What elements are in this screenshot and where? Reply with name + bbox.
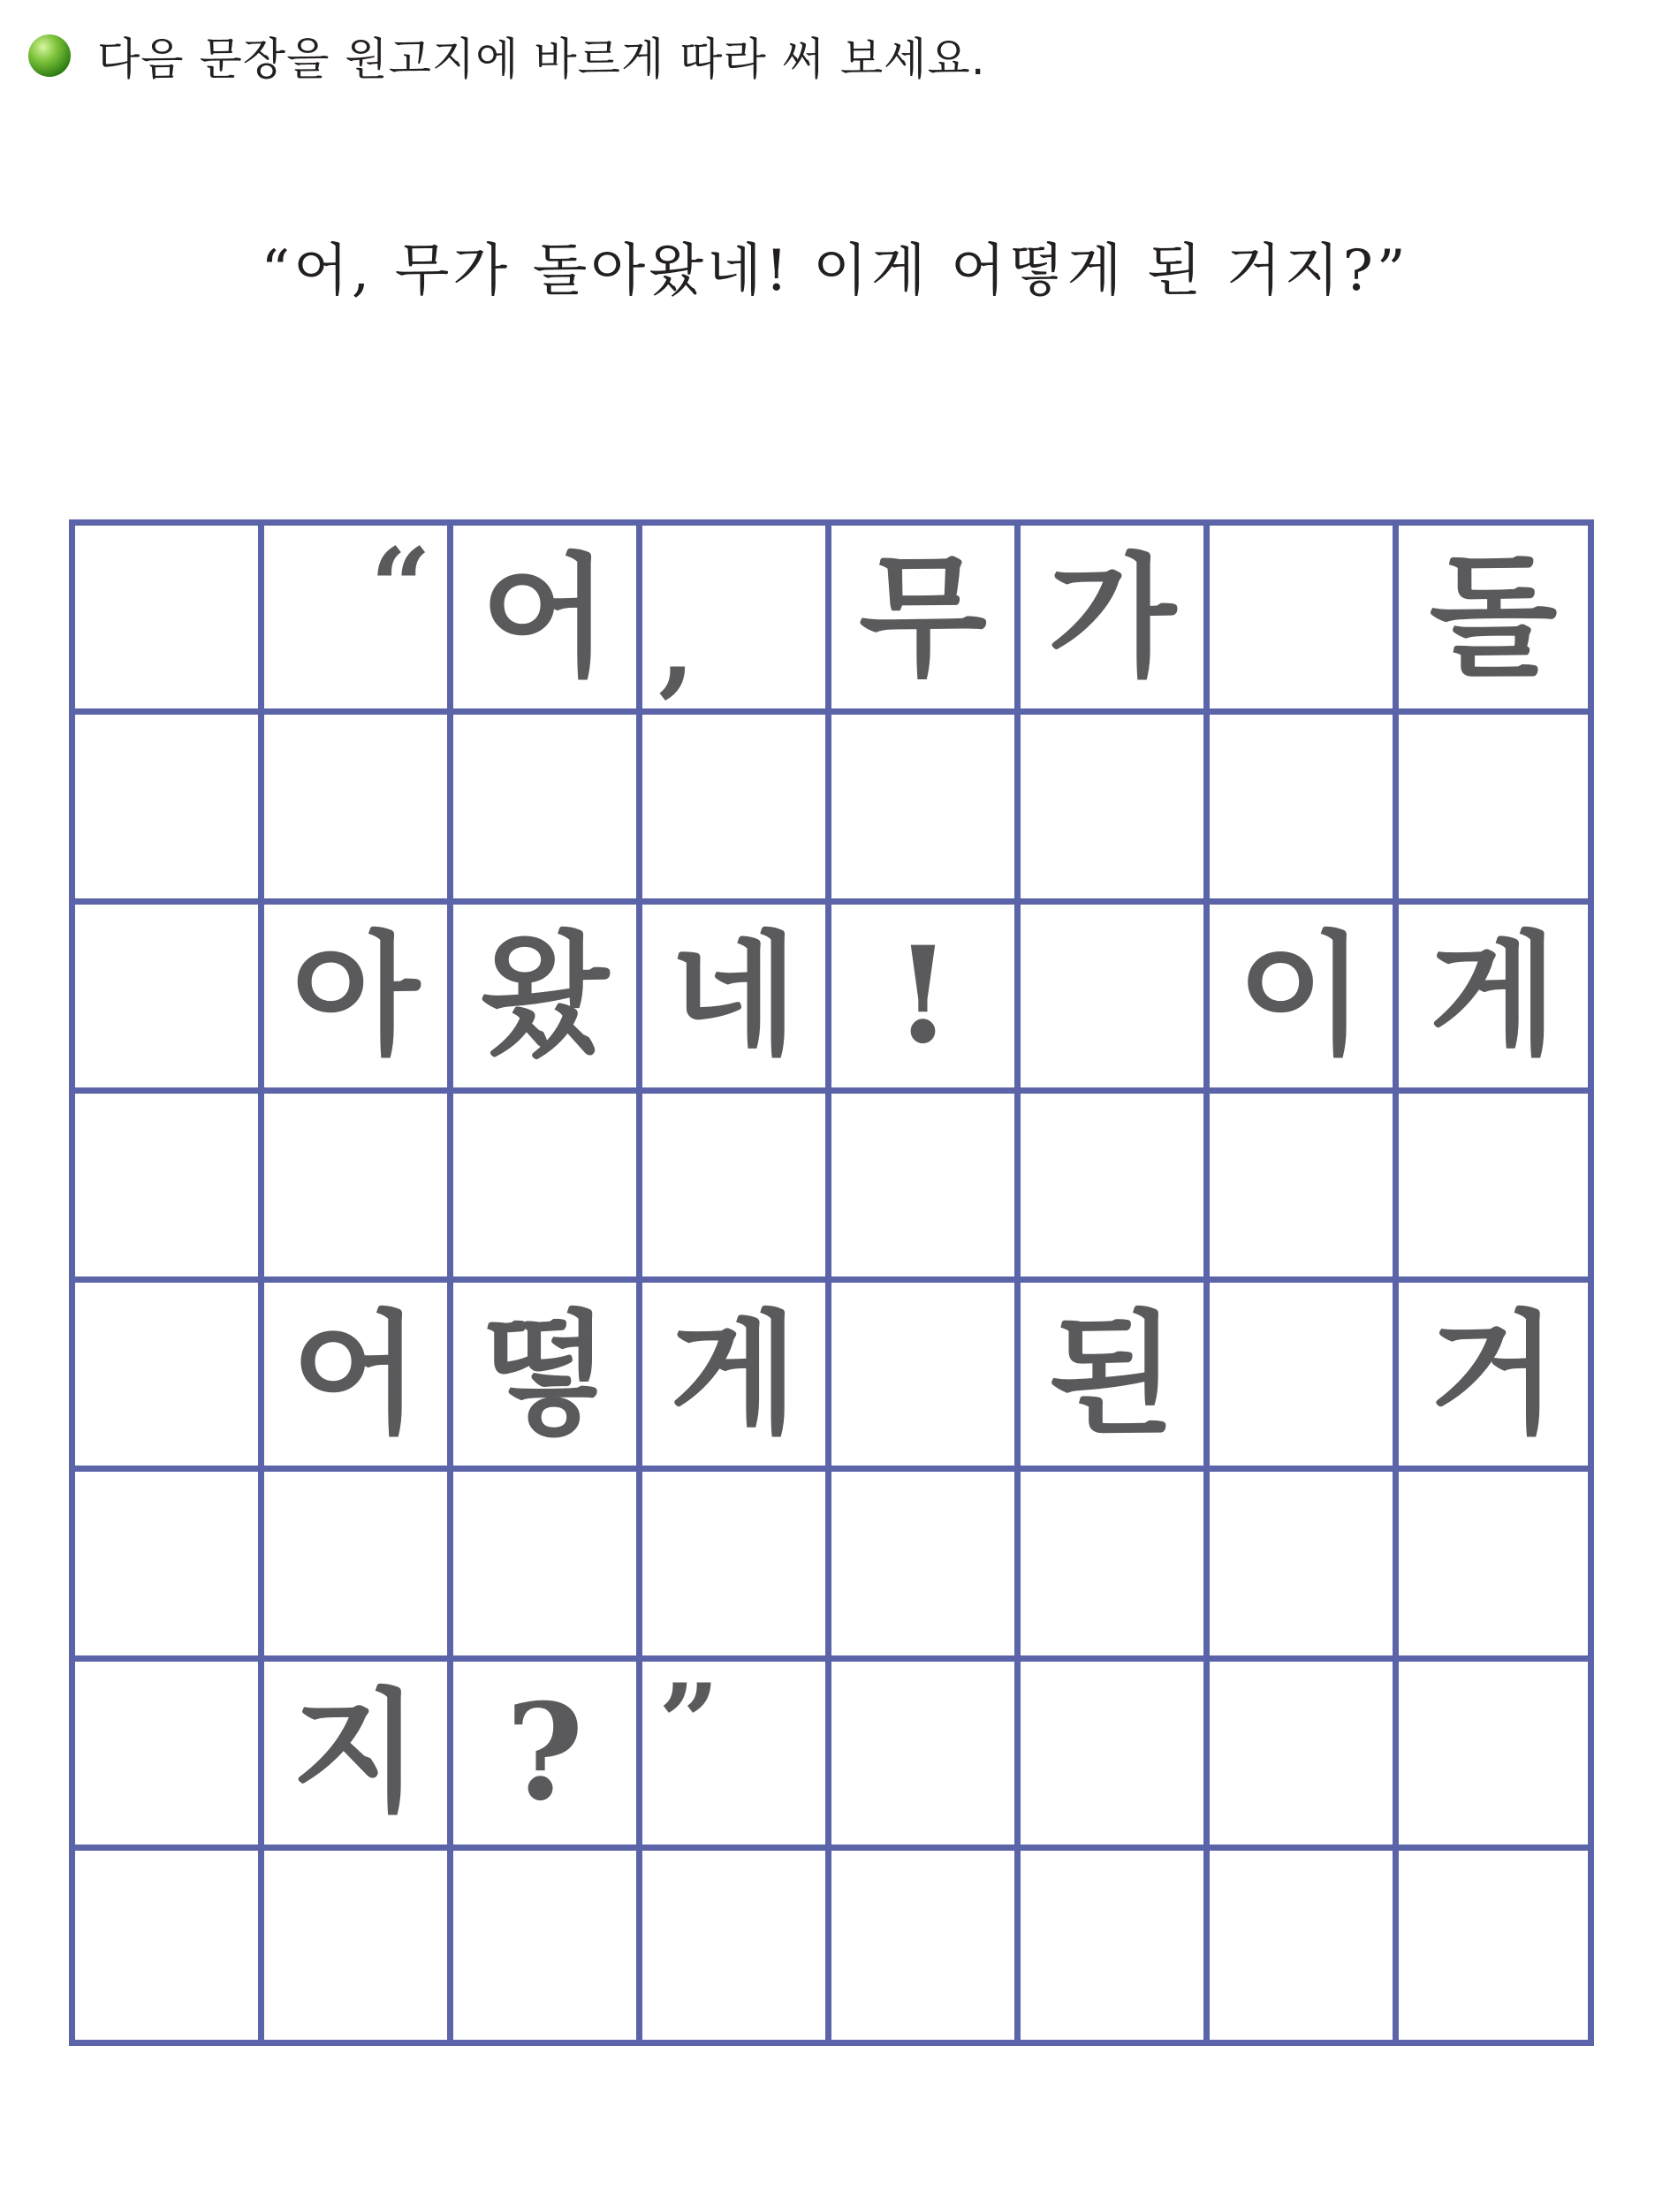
grid-character: 지 (292, 1675, 420, 1831)
grid-cell (75, 1094, 264, 1283)
grid-cell (1021, 1851, 1210, 2040)
grid-cell (831, 715, 1021, 904)
grid-cell (642, 1851, 831, 2040)
grid-character: 떻 (481, 1296, 609, 1452)
grid-cell (264, 1094, 453, 1283)
instruction (28, 25, 986, 87)
grid-character: “ (369, 526, 431, 649)
grid-cell (1021, 1662, 1210, 1851)
grid-character: 무 (859, 539, 987, 695)
grid-cell (75, 715, 264, 904)
grid-cell (1021, 1283, 1210, 1472)
grid-cell (453, 905, 642, 1094)
grid-character: ? (505, 1675, 584, 1831)
grid-cell (1210, 1472, 1399, 1661)
grid-cell (831, 1662, 1021, 1851)
green-bullet-icon (28, 34, 71, 77)
grid-cell (1021, 1094, 1210, 1283)
grid-cell (264, 1472, 453, 1661)
grid-cell (831, 1094, 1021, 1283)
grid-cell (264, 905, 453, 1094)
grid-character: 네 (670, 918, 798, 1074)
grid-cell (75, 905, 264, 1094)
grid-cell (1210, 1662, 1399, 1851)
grid-cell (642, 1472, 831, 1661)
grid-character: 된 (1048, 1296, 1176, 1452)
grid-cell (1021, 715, 1210, 904)
grid-character: 거 (1429, 1296, 1558, 1452)
grid-character: 게 (670, 1296, 798, 1452)
grid-cell (1021, 905, 1210, 1094)
grid-cell (1210, 905, 1399, 1094)
grid-character: 게 (1429, 918, 1558, 1074)
grid-cell (1021, 526, 1210, 715)
grid-cell (1399, 715, 1588, 904)
grid-cell (453, 1472, 642, 1661)
grid-cell (642, 1662, 831, 1851)
model-sentence: “어, 무가 돌아왔네! 이게 어떻게 된 거지?” (261, 239, 1409, 304)
grid-cell (831, 526, 1021, 715)
grid-cell (1210, 715, 1399, 904)
grid-cell (453, 1094, 642, 1283)
grid-cell (831, 1851, 1021, 2040)
grid-cell (453, 1283, 642, 1472)
grid-cell (831, 1283, 1021, 1472)
grid-cell (75, 1851, 264, 2040)
grid-character: 왔 (481, 918, 609, 1074)
grid-cell (642, 905, 831, 1094)
grid-cell (1399, 1283, 1588, 1472)
grid-cell (75, 1662, 264, 1851)
grid-cell (75, 526, 264, 715)
grid-character: ! (893, 918, 953, 1074)
grid-cell (1210, 1283, 1399, 1472)
grid-cell (264, 1283, 453, 1472)
grid-cell (264, 526, 453, 715)
grid-cell (75, 1283, 264, 1472)
instruction-text: 다음 문장을 원고지에 바르게 따라 써 보세요. (97, 34, 986, 85)
grid-cell (831, 1472, 1021, 1661)
grid-character: , (658, 584, 695, 709)
manuscript-grid (69, 519, 1594, 2046)
grid-cell (831, 905, 1021, 1094)
grid-cell (1399, 526, 1588, 715)
grid-character: 돌 (1429, 539, 1558, 695)
grid-cell (1210, 1094, 1399, 1283)
grid-character: 이 (1237, 918, 1365, 1074)
grid-cell (453, 1662, 642, 1851)
grid-character: 어 (481, 539, 609, 695)
grid-character: 어 (292, 1296, 420, 1452)
grid-character: 아 (292, 918, 420, 1074)
grid-cell (642, 1283, 831, 1472)
grid-cell (264, 1851, 453, 2040)
grid-cell (642, 715, 831, 904)
grid-cell (642, 526, 831, 715)
grid-cell (1399, 1851, 1588, 2040)
grid-cell (1399, 1662, 1588, 1851)
grid-cell (1021, 1472, 1210, 1661)
grid-cell (75, 1472, 264, 1661)
grid-cell (264, 715, 453, 904)
grid-cell (453, 715, 642, 904)
grid-cell (453, 1851, 642, 2040)
grid-cell (1399, 1094, 1588, 1283)
grid-cell (1210, 526, 1399, 715)
grid-cell (1399, 1472, 1588, 1661)
grid-cell (1210, 1851, 1399, 2040)
grid-cell (264, 1662, 453, 1851)
grid-cell (453, 526, 642, 715)
grid-character: 가 (1048, 539, 1176, 695)
grid-cell (1399, 905, 1588, 1094)
grid-character: ” (658, 1661, 720, 1785)
grid-cell (642, 1094, 831, 1283)
